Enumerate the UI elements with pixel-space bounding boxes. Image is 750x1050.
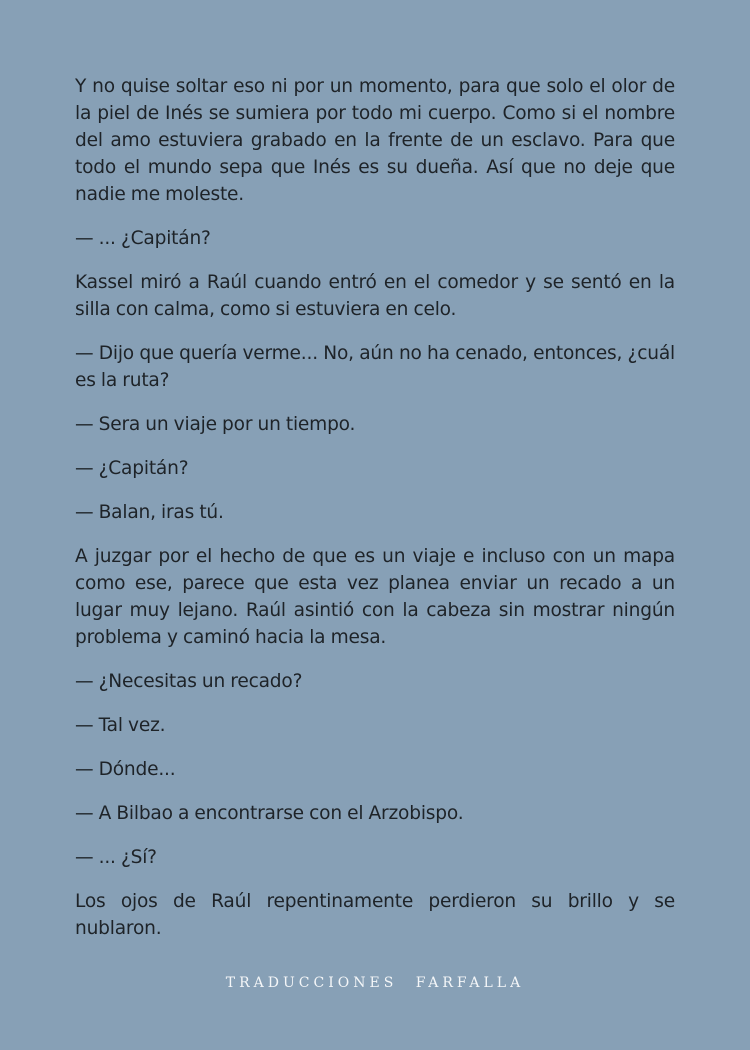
footer-credit: TRADUCCIONES FARFALLA — [225, 975, 525, 991]
dialogue-line: — Balan, iras tú. — [75, 502, 224, 523]
paragraph: Y no quise soltar eso ni por un momento, para que solo el olor de la piel de Inés se sumiera por todo mi cuerpo. Como si el nombre del amo estuviera grabado en la frente de un esclavo. Para que todo el mundo sepa que Inés es su dueña. Así que no deje que nadie me moleste. — [75, 76, 675, 205]
paragraph: A juzgar por el hecho de que es un viaje e incluso con un mapa como ese, parece que esta vez planea enviar un recado a un lugar muy lejano. Raúl asintió con la cabeza sin mostrar ningún problema y caminó hacia la mesa. — [75, 546, 675, 648]
dialogue-line: — Tal vez. — [75, 715, 166, 736]
paragraph: Los ojos de Raúl repentinamente perdieron su brillo y se nublaron. — [75, 891, 675, 939]
dialogue-line: — ¿Capitán? — [75, 458, 189, 479]
paragraph: Kassel miró a Raúl cuando entró en el comedor y se sentó en la silla con calma, como si estuviera en celo. — [75, 272, 675, 320]
dialogue-line: — A Bilbao a encontrarse con el Arzobispo. — [75, 803, 464, 824]
dialogue-line: — ¿Necesitas un recado? — [75, 671, 303, 692]
dialogue-line: — Sera un viaje por un tiempo. — [75, 414, 356, 435]
page-body — [75, 73, 675, 959]
dialogue-line: — Dónde... — [75, 759, 176, 780]
dialogue-line: — ... ¿Sí? — [75, 847, 157, 868]
dialogue-line: — ... ¿Capitán? — [75, 228, 211, 249]
dialogue-line: — Dijo que quería verme... No, aún no ha cenado, entonces, ¿cuál es la ruta? — [75, 343, 675, 391]
